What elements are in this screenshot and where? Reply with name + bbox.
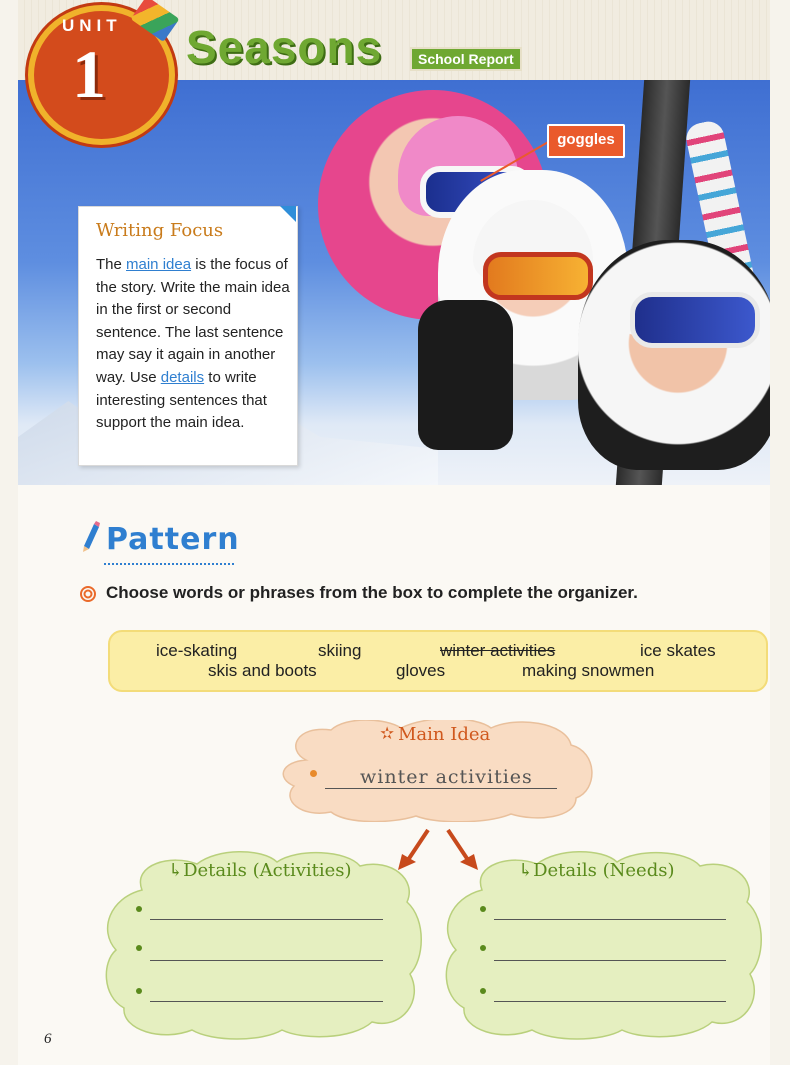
bullet-dot <box>136 906 142 912</box>
word-option: skiing <box>318 641 362 660</box>
answer-line[interactable] <box>150 1001 383 1002</box>
goggles-blue <box>630 292 760 348</box>
focus-text-segment: The <box>96 256 127 273</box>
spiral-bullet-icon <box>80 586 96 602</box>
main-idea-answer[interactable]: winter activities <box>360 766 533 788</box>
bullet-dot <box>480 945 486 951</box>
word-option: skis and boots <box>208 661 317 680</box>
word-option: gloves <box>396 661 446 680</box>
focus-text-segment: to write interesting sentences that support the main idea. <box>96 368 267 432</box>
details-link[interactable]: details <box>160 368 205 386</box>
writing-focus-title: Writing Focus <box>96 220 224 241</box>
bullet-dot <box>480 906 486 912</box>
pattern-heading: Pattern <box>106 522 240 557</box>
goggles-orange <box>483 252 593 300</box>
pattern-underline <box>104 560 234 565</box>
star-icon: ✫ <box>380 724 395 744</box>
instruction-text: Choose words or phrases from the box to complete the organizer. <box>106 583 638 602</box>
word-bank-box <box>108 630 768 692</box>
pencil-icon <box>78 520 100 552</box>
main-idea-link[interactable]: main idea <box>126 256 192 273</box>
glove-graphic <box>418 300 513 450</box>
corner-arrow-icon: ↳ <box>168 860 184 881</box>
subtitle-badge: School Report <box>410 47 522 71</box>
bullet-dot <box>480 988 486 994</box>
details-needs-label: Details (Needs) <box>533 860 675 881</box>
page-title: Seasons <box>186 21 383 73</box>
details-activities-label: Details (Activities) <box>183 860 352 881</box>
word-option: ice-skating <box>156 641 238 660</box>
details-activities-title <box>168 860 352 881</box>
unit-number: 1 <box>72 36 106 112</box>
bullet-dot <box>310 770 317 777</box>
answer-line[interactable] <box>494 960 726 961</box>
bullet-dot <box>136 988 142 994</box>
answer-line[interactable] <box>494 1001 726 1002</box>
word-option-crossed: winter activities <box>440 641 556 660</box>
answer-line[interactable] <box>494 919 726 920</box>
details-needs-title <box>518 860 674 881</box>
word-option: ice skates <box>640 641 716 660</box>
unit-label: UNIT <box>62 16 122 35</box>
answer-line[interactable] <box>150 919 383 920</box>
corner-arrow-icon: ↳ <box>518 860 534 881</box>
goggles-callout: goggles <box>547 124 625 158</box>
bullet-dot <box>136 945 142 951</box>
word-option: making snowmen <box>522 661 655 680</box>
page-number: 6 <box>44 1031 52 1047</box>
main-idea-title: Main Idea <box>398 724 491 745</box>
focus-text-segment: is the focus of the story. Write the main idea in the first or second sentence. The last sentence may say it again in another way. Use <box>96 256 290 386</box>
writing-focus-text <box>96 254 292 435</box>
answer-line <box>325 788 557 789</box>
answer-line[interactable] <box>150 960 383 961</box>
